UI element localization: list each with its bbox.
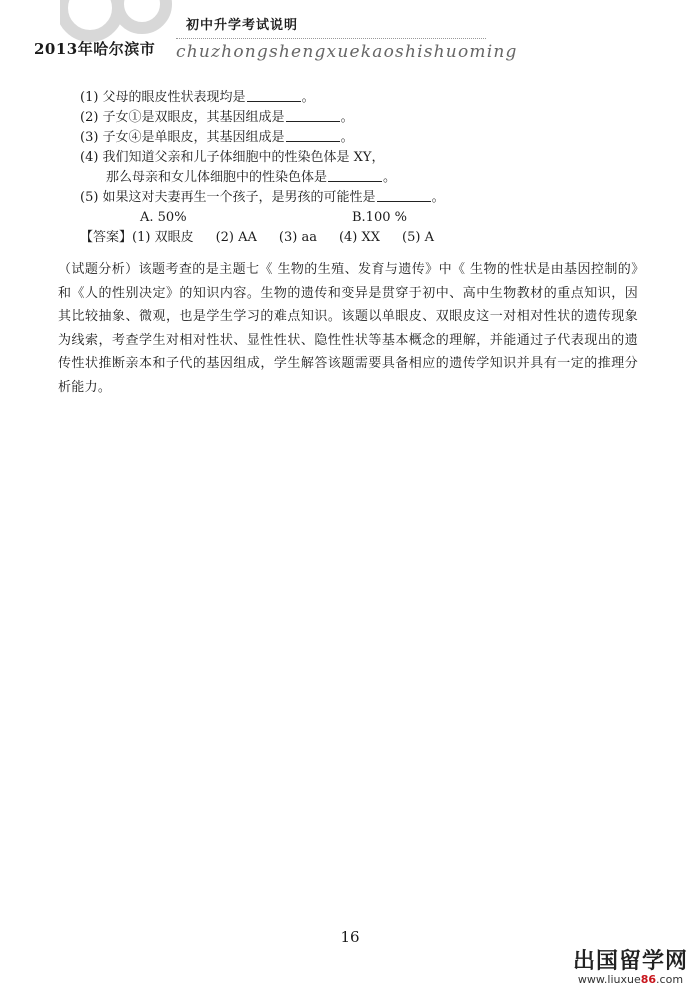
- option-b: B.100 %: [352, 210, 407, 225]
- answer-item: (2) AA: [215, 230, 257, 245]
- question-block: [80, 88, 620, 248]
- answer-blank: [377, 188, 431, 202]
- watermark-logo: [573, 944, 688, 986]
- question-2: (2) 子女①是双眼皮，其基因组成是 。: [80, 110, 354, 125]
- answer-blank: [247, 88, 301, 102]
- question-4: (4) 我们知道父亲和儿子体细胞中的性染色体是 XY，: [80, 150, 385, 165]
- watermark-name: 出国留学网: [572, 949, 688, 974]
- answer-item: (4) XX: [338, 230, 381, 245]
- answer-item: (1) 双眼皮: [132, 230, 194, 245]
- answer-blank: [328, 168, 382, 182]
- header-title: 初中升学考试说明: [186, 18, 299, 33]
- question-5-options: [80, 208, 620, 228]
- answer-line: [80, 228, 620, 248]
- option-a: A. 50%: [140, 210, 187, 225]
- answer-item: (3) aa: [278, 230, 317, 245]
- year-city-label: 2013年哈尔滨市: [34, 40, 156, 58]
- analysis-paragraph: （试题分析）该题考查的是主题七《 生物的生殖、发育与遗传》中《 生物的性状是由基因控制的》和《人的性别决定》的知识内容。生物的遗传和变异是贯穿于初中、高中生物教材的重点知识，因其比较抽象、微观，也是学生学习的难点知识。该题以单眼皮、双眼皮这一对相对性状的遗传现象为线索，考查学生对相对性状、显性性状、隐性性状等基本概念的理解，并能通过子代表现出的遗传性状推断亲本和子代的基因组成，学生解答该题需要具备相应的遗传学知识并具有一定的推理分析能力。: [58, 262, 638, 395]
- question-4-continued: 那么母亲和女儿体细胞中的性染色体是 。: [106, 170, 397, 185]
- question-1: (1) 父母的眼皮性状表现均是 。: [80, 90, 315, 105]
- answer-blank: [286, 128, 340, 142]
- watermark-url: www.liuxue86.com: [577, 973, 684, 986]
- header-pinyin: chuzhongshengxuekaoshishuoming: [176, 42, 518, 62]
- answer-label: 【答案】: [80, 230, 133, 245]
- header-divider: [176, 38, 486, 39]
- page-number: 16: [340, 928, 360, 946]
- question-5: (5) 如果这对夫妻再生一个孩子，是男孩的可能性是 。: [80, 190, 445, 205]
- answer-blank: [286, 108, 340, 122]
- question-3: (3) 子女④是单眼皮，其基因组成是 。: [80, 130, 354, 145]
- answer-item: (5) A: [402, 230, 434, 245]
